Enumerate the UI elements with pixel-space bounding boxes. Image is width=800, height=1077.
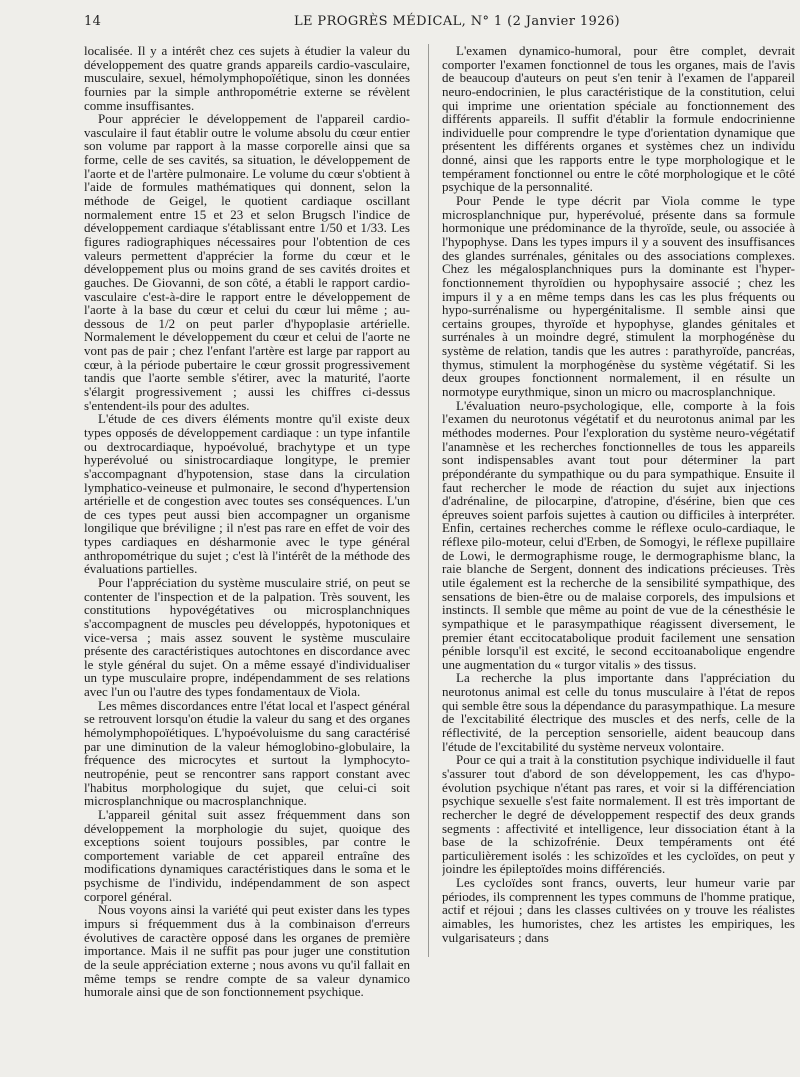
- paragraph: Les mêmes discordances entre l'état local et l'aspect général se retrouvent lorsqu'on étudie la valeur du sang et des organes hémolymphopoïétiques. L'hypoévoluisme du sang caractérisé par une diminution de la valeur hémoglobino-globulaire, la fréquence des microcytes et surtout la lymphocyto-neutropénie, peut se rencontrer sans rapport constant avec l'habitus morphologique du sujet, que celui-ci soit microsplanchnique ou macrosplanchnique.: [84, 697, 410, 809]
- paragraph: L'étude de ces divers éléments montre qu'il existe deux types opposés de développement cardiaque : un type infantile ou dextrocardiaque, hypoévolué, brachytype et un type hyperévolué ou sinistrocardiaque longitype, le premier s'accompagnant d'hypotension, stase dans la circulation lymphatico-veineuse et pulmonaire, le second d'hypertension artérielle et de congestion avec toutes ses conséquences. L'un de ces types peut aussi bien accompagner un organisme longilique que bréviligne ; il n'est pas rare en effet de voir des types cardiaques en désharmonie avec le type général anthropométrique du sujet ; c'est là l'intérêt de la méthode des évaluations partielles.: [84, 411, 410, 577]
- right-column: [442, 44, 795, 1059]
- paragraph: L'examen dynamico-humoral, pour être complet, devrait comporter l'examen fonctionnel de tous les organes, mais de l'avis de beaucoup d'auteurs on peut s'en tenir à l'examen de l'appareil neuro-endocrinien, le plus caractéristique de la constitution, celui qui imprime une orientation spéciale au fonctionnement des différents appareils. Il suffit d'établir la formule endocrinienne individuelle pour comprendre le type d'orientation dynamique que présentent les différents organes et systèmes chez un individu donné, ainsi que les rapports entre le type morphologique et le tempérament fonctionnel ou entre le côté morphologique et le côté psychique de la personnalité.: [442, 44, 795, 195]
- paragraph: Nous voyons ainsi la variété qui peut exister dans les types impurs si fréquemment dus à la combinaison d'erreurs évolutives de caractère opposé dans les organes de première importance. Mais il ne suffit pas pour juger une constitution de la seule appréciation externe ; nous avons vu qu'il fallait en même temps se rendre compte de sa valeur dynamico humorale ainsi que de son fonctionnement psychique.: [84, 902, 410, 1000]
- column-divider: [428, 44, 429, 957]
- paragraph: Les cycloïdes sont francs, ouverts, leur humeur varie par périodes, ils comprennent les types communs de l'homme pratique, actif et réjoui ; dans les classes cultivées on y trouve les réalistes aimables, les humoristes, chez les artistes les empiriques, les vulgarisateurs ; dans: [442, 875, 795, 945]
- paragraph: localisée. Il y a intérêt chez ces sujets à étudier la valeur du développement des quatre grands appareils cardio-vasculaire, musculaire, sexuel, hémolymphopoïétique, sinon les données fournies par la simple anthropométrie externe se révèlent comme insuffisantes.: [84, 44, 410, 113]
- paragraph: Pour Pende le type décrit par Viola comme le type microsplanchnique pur, hyperévolué, présente dans sa formule hormonique une prédominance de la thyroïde, seule, ou associée à l'hypophyse. Dans les types impurs il y a souvent des insuffisances des glandes surrénales, génitales ou des associations complexes. Chez les mégalosplanchniques purs la dominante est l'hyper-fonctionnement thyroïdien ou hypophysaire associé ; chez les impurs il y a en même temps dans les cas les plus fréquents ou hypo-surrénalisme ou hypergénitalisme. Il semble ainsi que certains groupes, thyroïde et hypophyse, glandes génitales et surrénales à un moindre degré, stimulent la morphogénèse du système de relation, tandis que les autres : parathyroïde, pancréas, thymus, stimulent la morphogénèse du système végétatif. Si les deux groupes fonctionnent normalement, il en résulte un normotype eurythmique, sinon un micro ou macrosplanchnique.: [442, 193, 795, 400]
- paragraph: L'appareil génital suit assez fréquemment dans son développement la morphologie du sujet, quoique des exceptions soient toujours possibles, par contre le comportement variable de cet appareil entraîne des modifications dynamiques caractéristiques dans le soma et le psychisme de l'individu, indépendamment de son aspect corporel général.: [84, 806, 410, 904]
- paragraph: La recherche la plus importante dans l'appréciation du neurotonus animal est celle du tonus musculaire à l'état de repos qui semble être sous la dépendance du parasympathique. La mesure de l'excitabilité électrique des muscles et des nerfs, celle de la réflectivité, de la perception sensorielle, aident beaucoup dans l'étude de l'excitabilité du système nerveux volontaire.: [442, 670, 795, 754]
- paragraph: Pour l'appréciation du système musculaire strié, on peut se contenter de l'inspection et de la palpation. Très souvent, les constitutions hypovégétatives ou microsplanchniques s'accompagnent de muscles peu développés, hypotoniques et vice-versa ; mais assez souvent le système musculaire présente des caractéristiques autochtones en discordance avec le style général du sujet. On a même essayé d'individualiser un type musculaire propre, indépendamment de ses relations avec l'un ou l'autre des types fondamentaux de Viola.: [84, 574, 410, 700]
- paragraph: L'évaluation neuro-psychologique, elle, comporte à la fois l'examen du neurotonus végétatif et du neurotonus animal par les méthodes modernes. Pour l'exploration du système neuro-végétatif l'anamnèse et les recherches fonctionnelles de tous les appareils sont indispensables avant tout pour déterminer la part prépondérante du sympathique ou du para sympathique. Ensuite il faut rechercher le mode de réaction du sujet aux injections d'adrénaline, de pilocarpine, d'atropine, d'ésérine, bien que ces épreuves soient parfois sujettes à caution ou difficiles à interpréter. Enfin, certaines recherches comme le réflexe oculo-cardiaque, le réflexe pilo-moteur, celui d'Erben, de Somogyi, le réflexe pupillaire de Lowi, le dermographisme rouge, le dermographisme blanc, la raie blanche de Sergent, donnent des indications précieuses. Très utile également est la recherche de la sensibilité sympathique, des sensations de bien-être ou de malaise corporels, des impulsions et instincts. Il semble que même au point de vue de la cénesthésie le sympathique et le parasympathique réagissent diversement, le premier étant eccitocatabolique produit facilement une sensation pénible lorsqu'il est excité, le second eccitoanabolique engendre une augmentation du « turgor vitalis » des tissus.: [442, 397, 795, 672]
- running-title: LE PROGRÈS MÉDICAL, N° 1 (2 Janvier 1926): [293, 14, 621, 29]
- paragraph: Pour apprécier le développement de l'appareil cardio-vasculaire il faut établir outre le volume absolu du cœur entier son volume par rapport à la masse corporelle ainsi que sa forme, celle de ses cavités, sa situation, le développement de l'aorte et de l'artère pulmonaire. Le volume du cœur s'obtient à l'aide de formules mathématiques qui donnent, selon la méthode de Geigel, le quotient cardiaque oscillant normalement entre 15 et 23 et selon Brugsch l'indice de développement cardiaque s'établissant entre 1/50 et 1/33. Les figures radiographiques nécessaires pour l'obtention de ces valeurs permettent d'apprécier la forme du cœur et le développement plus ou moins grand de ses cavités droites et gauches. De Giovanni, de son côté, a établi le rapport cardio-vasculaire c'est-à-dire le rapport entre le développement de l'aorte à la base du cœur et celui du cœur lui même ; au-dessous de 1/2 on peut parler d'hypoplasie artérielle. Normalement le développement du cœur et celui de l'aorte ne vont pas de pair ; chez l'enfant l'artère est large par rapport au cœur, à la période pubertaire le cœur grossit progressivement tandis que l'aorte semble s'étirer, avec la maturité, l'aorte s'élargit progressivement ; aussi les chiffres ci-dessus s'entendent-ils pour des adultes.: [84, 111, 410, 413]
- page-number: 14: [84, 14, 102, 29]
- page-header: [84, 14, 782, 38]
- paragraph: Pour ce qui a trait à la constitution psychique individuelle il faut s'assurer tout d'abord de son développement, les cas d'hypo-évolution psychique n'étant pas rares, et voir si la différenciation psychique sexuelle s'est faite normalement. Il est très important de rechercher le degré de développement respectif des deux grands segments : affectivité et intelligence, leur dissociation étant à la base de la schizofrénie. Deux tempéraments ont été particulièrement isolés : les schizoïdes et les cycloïdes, on peut y joindre les épileptoïdes moins différenciés.: [442, 752, 795, 877]
- left-column: [84, 44, 410, 1059]
